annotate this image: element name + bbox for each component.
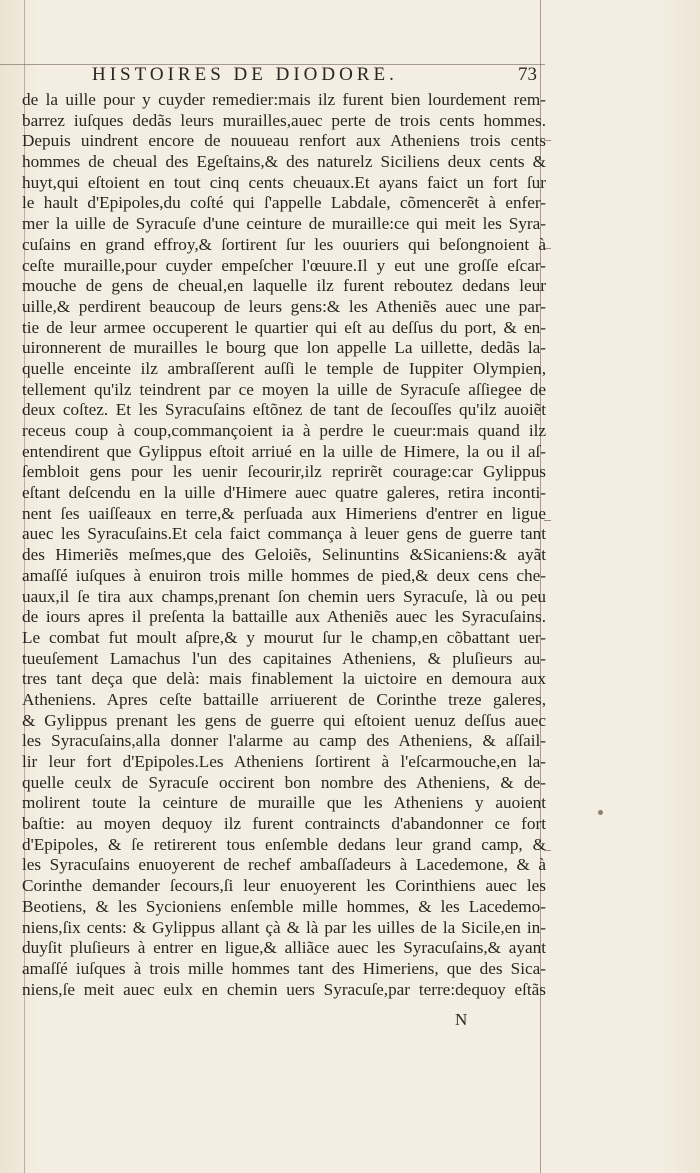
text-line: baſtie: au moyen dequoy ilz furent contraincts d'abandonner ce fort <box>22 814 546 834</box>
text-line: tellement qu'ilz teindrent par ce moyen la uille de Syracuſe aſſiegee de <box>22 379 546 399</box>
text-line: nent ſes uaiſſeaux en terre,& perſuada aux Himeriens d'entrer en ligue <box>22 503 546 523</box>
text-line: entendirent que Gylippus eſtoit arriué en la uille de Himere, la ou il aſ- <box>22 441 546 461</box>
signature-mark: N <box>455 1010 468 1029</box>
text-line: eſtant deſcendu en la uille d'Himere auec quatre galeres, retira inconti- <box>22 483 546 503</box>
text-line: d'Epipoles, & ſe retirerent tous enſemble dedans leur grand camp, & <box>22 834 546 854</box>
text-line: auec les Syracuſains.Et cela faict commança à leuer gens de guerre tant <box>22 524 546 544</box>
text-line: tres tant deça que delà: mais finablement la uictoire en demoura aux <box>22 669 546 689</box>
page-number: 73 <box>518 64 537 85</box>
text-line: barrez iuſques dedãs leurs murailles,auec perte de trois cents hommes. <box>22 110 546 130</box>
text-line: Depuis uindrent encore de nouueau renfort aux Atheniens trois cents <box>22 131 546 151</box>
text-line: les Syracuſains enuoyerent de rechef ambaſſadeurs à Lacedemone, & à <box>22 855 546 875</box>
text-line: uille,& perdirent beaucoup de leurs gens:& les Atheniẽs auec une par- <box>22 296 546 316</box>
text-line: amaſſé iuſques à trois mille hommes tant des Himeriens, que des Sica- <box>22 958 546 978</box>
text-line: molirent toute la ceinture de muraille que les Atheniens y auoient <box>22 793 546 813</box>
text-line: quelle ceulx de Syracuſe occirent bon nombre des Atheniens, & de- <box>22 772 546 792</box>
text-line: Beotiens, & les Sycioniens enſemble mille hommes, & les Lacedemo- <box>22 896 546 916</box>
text-line: duyſit pluſieurs à entrer en ligue,& alliãce auec les Syracuſains,& ayant <box>22 938 546 958</box>
text-line: le hault d'Epipoles,du coſté qui ſ'appelle Labdale, cõmencerẽt à enfer- <box>22 193 546 213</box>
text-line: uironnerent de murailles le bourg que lon appelle La uillette, dedãs la- <box>22 338 546 358</box>
text-line: cuſains en grand effroy,& ſortirent ſur les ouuriers qui beſongnoient à <box>22 234 546 254</box>
body-text <box>22 90 546 1000</box>
text-line: ſembloit gens pour les uenir ſecourir,ilz reprirẽt courage:car Gylippus <box>22 462 546 482</box>
text-line: mer la uille de Syracuſe d'une ceinture de muraille:ce qui meit les Syra- <box>22 214 546 234</box>
text-line: Corinthe demander ſecours,ſi leur enuoyerent les Corinthiens auec les <box>22 876 546 896</box>
text-line: ceſte muraille,pour cuyder empeſcher l'œuure.Il y eut une groſſe eſcar- <box>22 255 546 275</box>
text-line: uaux,il ſe tira aux champs,prenant ſon chemin uers Syracuſe, là ou peu <box>22 586 546 606</box>
text-line: de iours apres il preſenta la battaille aux Atheniẽs auec les Syracuſains. <box>22 607 546 627</box>
text-line: de la uille pour y cuyder remedier:mais ilz furent bien lourdement rem- <box>22 90 546 109</box>
text-line: niens,ſix cents: & Gylippus allant çà & là par les uilles de la Sicile,en in- <box>22 917 546 937</box>
text-line: & Gylippus prenant les gens de guerre qui eſtoient uenuz deſſus auec <box>22 710 546 730</box>
text-line: tie de leur armee occuperent le quartier qui eſt au deſſus du port, & en- <box>22 317 546 337</box>
page-speck <box>598 810 603 815</box>
running-title: HISTOIRES DE DIODORE. <box>92 64 398 85</box>
text-line: les Syracuſains,alla donner l'alarme au camp des Atheniens, & aſſail- <box>22 731 546 751</box>
text-line: des Himeriẽs meſmes,que des Geloiẽs, Selinuntins &Sicaniens:& ayãt <box>22 545 546 565</box>
text-line: huyt,qui eſtoient en tout cinq cents cheuaux.Et ayans faict un fort ſur <box>22 172 546 192</box>
text-line: quelle enceinte ilz ambraſſerent auſſi le temple de Iuppiter Olympien, <box>22 358 546 378</box>
text-line: niens,ſe meit auec eulx en chemin uers Syracuſe,par terre:dequoy eſtãs <box>22 979 546 999</box>
text-line: amaſſé iuſques à enuiron trois mille hommes de pied,& deux cens che- <box>22 565 546 585</box>
text-line: mouche de gens de cheual,en laquelle ilz furent reboutez dedans leur <box>22 276 546 296</box>
text-line: deux coſtez. Et les Syracuſains eſtõnez de tant de ſecouſſes qu'ilz auoiẽt <box>22 400 546 420</box>
text-line: Atheniens. Apres ceſte battaille arriuerent de Corinthe treze galeres, <box>22 689 546 709</box>
text-line: Le combat fut moult aſpre,& y mourut ſur le champ,en cõbattant uer- <box>22 627 546 647</box>
text-line: lir leur fort d'Epipoles.Les Atheniens ſortirent à l'eſcarmouche,en la- <box>22 752 546 771</box>
text-line: receus coup à coup,commançoient ia à perdre le cueur:mais quand ilz <box>22 421 546 440</box>
text-line: hommes de cheual des Egeſtains,& des naturelz Siciliens deux cents & <box>22 152 546 172</box>
text-line: tueuſement Lamachus l'un des capitaines Atheniens, & pluſieurs au- <box>22 648 546 668</box>
